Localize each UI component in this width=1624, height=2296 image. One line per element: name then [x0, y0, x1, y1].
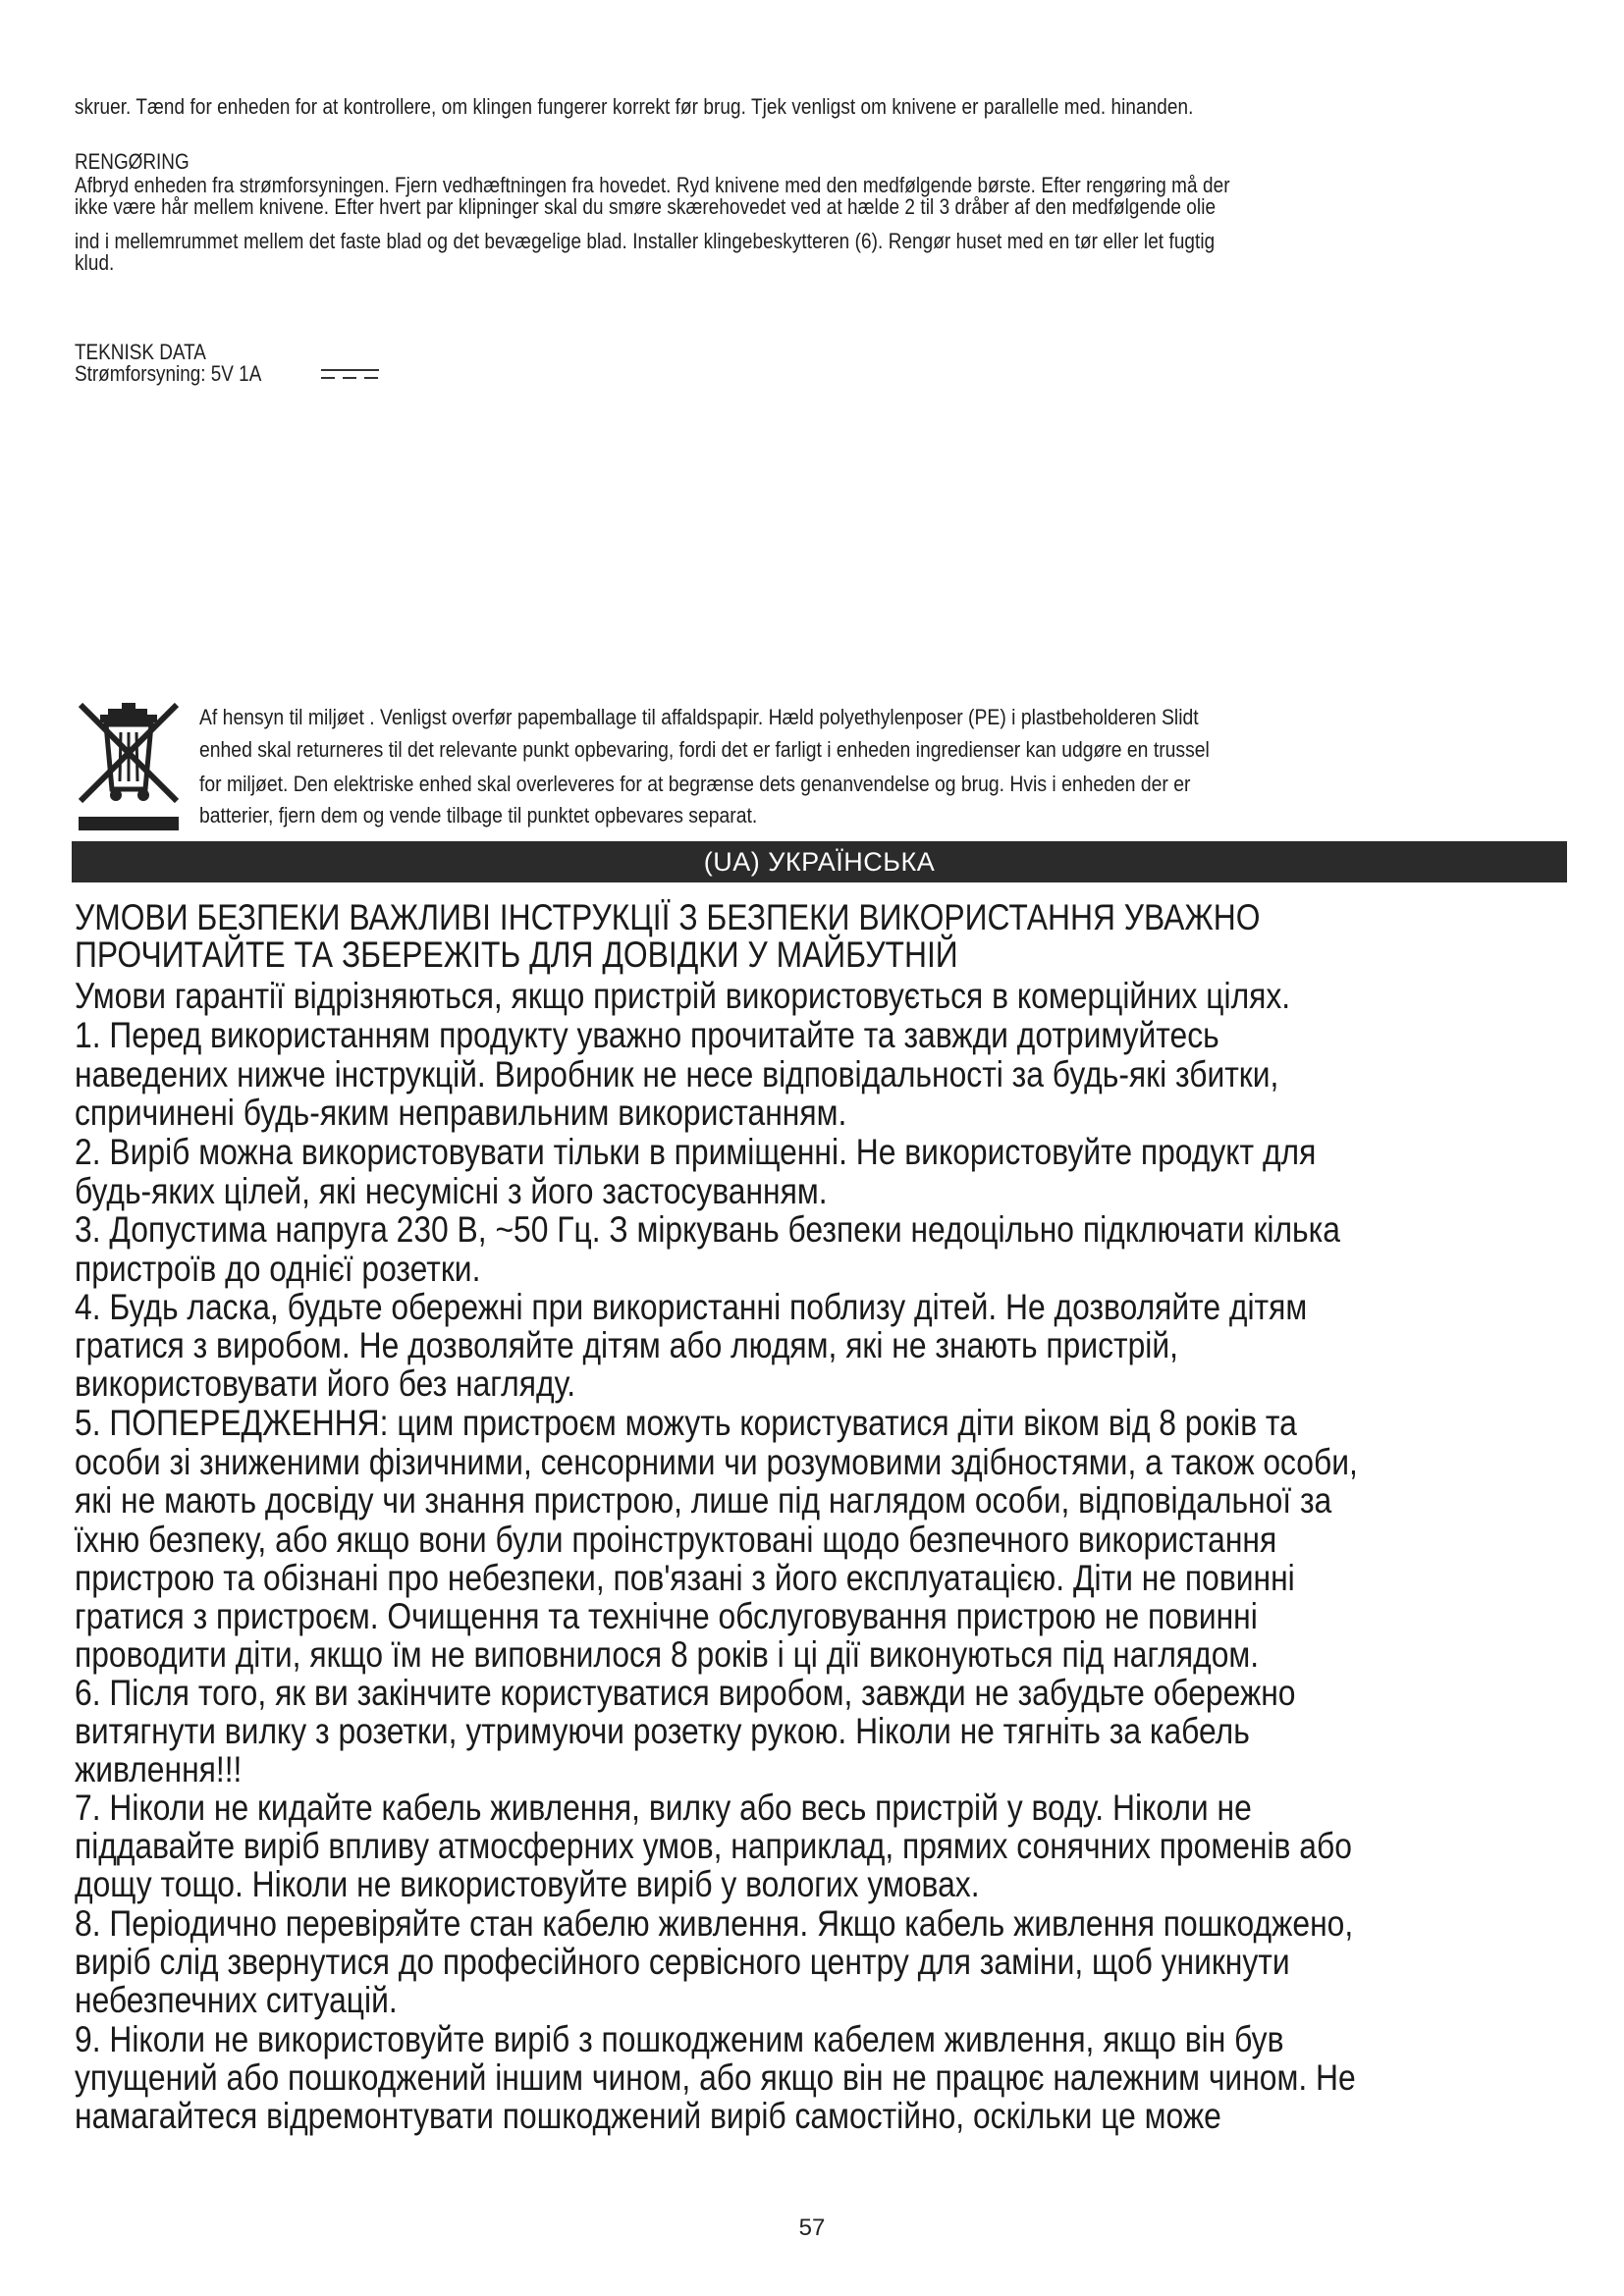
cleaning-line: ind i mellemrummet mellem det faste blad og det bevægelige blad. Installer klingebeskytteren (6). Rengør huset med en tør eller let fugtig — [75, 229, 1216, 253]
ua-text-line: 1. Перед використанням продукту уважно прочитайте та завжди дотримуйтесь — [75, 1015, 1219, 1055]
ua-text-line: пристрою та обізнані про небезпеки, пов'язані з його експлуатацією. Діти не повинні — [75, 1558, 1295, 1598]
ua-text-line: 9. Ніколи не використовуйте виріб з пошкодженим кабелем живлення, якщо він був — [75, 2019, 1284, 2059]
ua-text-line: живлення!!! — [75, 1749, 243, 1789]
cleaning-line: klud. — [75, 250, 115, 275]
ua-text-line: проводити діти, якщо їм не виповнилося 8 років і ці дії виконуються під наглядом. — [75, 1634, 1260, 1675]
ua-text-line: упущений або пошкоджений іншим чином, або якщо він не працює належним чином. Не — [75, 2057, 1356, 2098]
ua-text-line: небезпечних ситуацій. — [75, 1980, 398, 2020]
power-supply-text: Strømforsyning: 5V 1A — [75, 361, 262, 386]
technical-data-heading: TEKNISK DATA — [75, 340, 206, 364]
ua-text-line: спричинені будь-яким неправильним використанням. — [75, 1093, 847, 1133]
ua-text-line: гратися з пристроєм. Очищення та технічне обслуговування пристрою не повинні — [75, 1596, 1258, 1636]
ua-text-line: будь-яких цілей, які несумісні з його застосуванням. — [75, 1171, 828, 1211]
ua-text-line: гратися з виробом. Не дозволяйте дітям або людям, які не знають пристрій, — [75, 1325, 1178, 1365]
ua-heading-line: УМОВИ БЕЗПЕКИ ВАЖЛИВІ ІНСТРУКЦІЇ З БЕЗПЕКИ ВИКОРИСТАННЯ УВАЖНО — [75, 897, 1261, 937]
ua-text-line: 8. Періодично перевіряйте стан кабелю живлення. Якщо кабель живлення пошкоджено, — [75, 1903, 1354, 1944]
ua-text-line: 3. Допустима напруга 230 В, ~50 Гц. З міркувань безпеки недоцільно підключати кілька — [75, 1209, 1340, 1250]
ua-text-line: намагайтеся відремонтувати пошкоджений виріб самостійно, оскільки це може — [75, 2096, 1221, 2136]
recycling-line: batterier, fjern dem og vende tilbage til punktet opbevares separat. — [199, 803, 758, 828]
page-number: 57 — [798, 2215, 826, 2241]
ua-text-line: піддавайте виріб впливу атмосферних умов, наприклад, прямих сонячних променів або — [75, 1826, 1352, 1866]
ua-text-line: 4. Будь ласка, будьте обережні при використанні поблизу дітей. Не дозволяйте дітям — [75, 1287, 1308, 1327]
ua-text-line: 5. ПОПЕРЕДЖЕННЯ: цим пристроєм можуть користуватися діти віком від 8 років та — [75, 1403, 1297, 1443]
ua-text-line: 6. Після того, як ви закінчите користуватися виробом, завжди не забудьте обережно — [75, 1673, 1296, 1713]
cleaning-line: ikke være hår mellem knivene. Efter hvert par klipninger skal du smøre skærehovedet ved at hælde 2 til 3 dråber af den medfølgende olie — [75, 194, 1217, 219]
ua-text-line: витягнути вилку з розетки, утримуючи розетку рукою. Ніколи не тягніть за кабель — [75, 1711, 1250, 1751]
ua-text-line: Умови гарантії відрізняються, якщо пристрій використовується в комерційних цілях. — [75, 976, 1291, 1016]
language-section-title: (UA) УКРАЇНСЬКА — [703, 847, 936, 877]
recycling-line: Af hensyn til miljøet . Venligst overfør papemballage til affaldspapir. Hæld polyethylenposer (PE) i plastbeholderen Slidt — [199, 705, 1199, 729]
dc-symbol-icon — [320, 367, 381, 381]
ua-text-line: особи зі зниженими фізичними, сенсорними чи розумовими здібностями, а також особи, — [75, 1442, 1358, 1482]
cleaning-line: Afbryd enheden fra strømforsyningen. Fjern vedhæftningen fra hovedet. Ryd knivene med den medfølgende børste. Efter rengøring må der — [75, 173, 1230, 197]
ua-text-line: їхню безпеку, або якщо вони були проінструктовані щодо безпечного використання — [75, 1520, 1277, 1560]
ua-text-line: виріб слід звернутися до професійного сервісного центру для заміни, щоб уникнути — [75, 1942, 1290, 1982]
ua-heading-line: ПРОЧИТАЙТЕ ТА ЗБЕРЕЖІТЬ ДЛЯ ДОВІДКИ У МАЙБУТНІЙ — [75, 934, 958, 975]
recycling-line: for miljøet. Den elektriske enhed skal overleveres for at begrænse dets genanvendelse og brug. Hvis i enheden der er — [199, 772, 1191, 796]
danish-intro-line: skruer. Tænd for enheden for at kontrollere, om klingen fungerer korrekt før brug. Tjek venligst om knivene er parallelle med. hinanden. — [75, 94, 1194, 119]
ua-text-line: наведених нижче інструкцій. Виробник не несе відповідальності за будь-які збитки, — [75, 1054, 1279, 1095]
ua-text-line: 7. Ніколи не кидайте кабель живлення, вилку або весь пристрій у воду. Ніколи не — [75, 1788, 1252, 1828]
ua-text-line: пристроїв до однієї розетки. — [75, 1249, 481, 1289]
ua-text-line: які не мають досвіду чи знання пристрою, лише під наглядом особи, відповідальної за — [75, 1480, 1332, 1521]
recycling-line: enhed skal returneres til det relevante punkt opbevaring, fordi det er farligt i enheden ingredienser kan udgøre en trussel — [199, 737, 1210, 762]
language-section-band — [72, 841, 1567, 882]
ua-text-line: використовувати його без нагляду. — [75, 1363, 576, 1404]
power-supply-row — [75, 361, 292, 387]
cleaning-heading: RENGØRING — [75, 149, 189, 174]
ua-text-line: 2. Виріб можна використовувати тільки в приміщенні. Не використовуйте продукт для — [75, 1132, 1317, 1172]
weee-crossed-bin-icon — [75, 699, 183, 834]
ua-text-line: дощу тощо. Ніколи не використовуйте виріб у вологих умовах. — [75, 1864, 980, 1904]
